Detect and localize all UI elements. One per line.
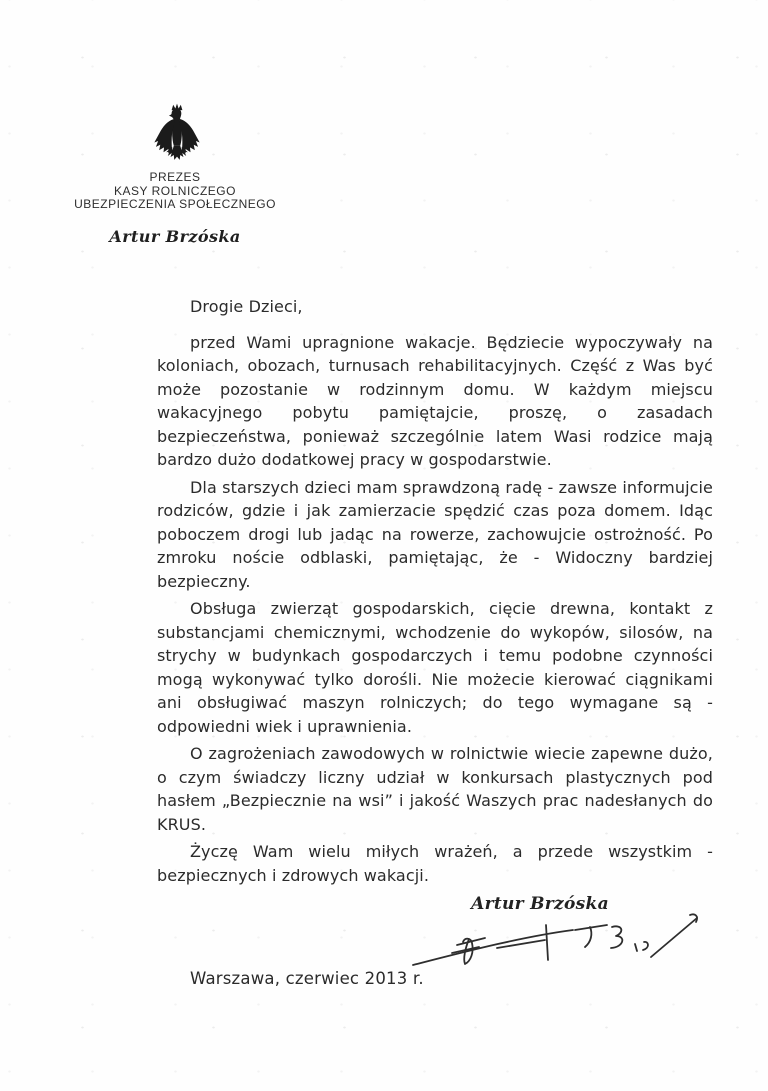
- handwritten-signature: [405, 903, 710, 975]
- paragraph-5: Życzę Wam wielu miłych wrażeń, a przede wszystkim - bezpiecznych i zdrowych wakacji.: [157, 842, 713, 885]
- signature-name: Artur Brzóska: [471, 894, 609, 914]
- polish-eagle-icon: [150, 102, 204, 168]
- letterhead-title: [30, 171, 320, 212]
- letterhead-line-2: KASY ROLNICZEGO: [114, 183, 236, 198]
- paragraph-2: Dla starszych dzieci mam sprawdzoną radę - zawsze informujcie rodziców, gdzie i jak zamierzacie spędzić czas poza domem. Idąc poboczem drogi lub jadąc na rowerze, zachowujcie ostrożność. Po zmroku noście odblaski, pamiętając, że - Widoczny bardziej bezpieczny.: [157, 477, 713, 591]
- letterhead-line-1: PREZES: [149, 170, 201, 184]
- dateline: Warszawa, czerwiec 2013 r.: [190, 969, 424, 988]
- letterhead-line-3: UBEZPIECZENIA SPOŁECZNEGO: [74, 197, 276, 211]
- paragraph-4: O zagrożeniach zawodowych w rolnictwie wiecie zapewne dużo, o czym świadczy liczny udział w konkursach plastycznych pod hasłem „Bezpiecznie na wsi” i jakość Waszych prac nadesłanych do KRUS.: [157, 744, 713, 834]
- sender-name: Artur Brzóska: [109, 227, 241, 246]
- salutation: Drogie Dzieci,: [190, 297, 303, 316]
- paragraph-3: Obsługa zwierząt gospodarskich, cięcie drewna, kontakt z substancjami chemicznymi, wchodzenie do wykopów, silosów, na strychy w budynkach gospodarczych i temu podobne czynności mogą wykonywać tylko dorośli. Nie możecie kierować ciągnikami ani obsługiwać maszyn rolniczych; do tego wymagane są - odpowiedni wiek i uprawnienia.: [157, 599, 713, 736]
- letter-body: [157, 295, 713, 891]
- paragraph-1: przed Wami upragnione wakacje. Będziecie wypoczywały na koloniach, obozach, turnusach rehabilitacyjnych. Część z Was być może pozostanie w rodzinnym domu. W każdym miejscu wakacyjnego pobytu pamiętajcie, proszę, o zasadach bezpieczeństwa, ponieważ szczególnie latem Wasi rodzice mają bardzo dużo dodatkowej pracy w gospodarstwie.: [157, 332, 713, 469]
